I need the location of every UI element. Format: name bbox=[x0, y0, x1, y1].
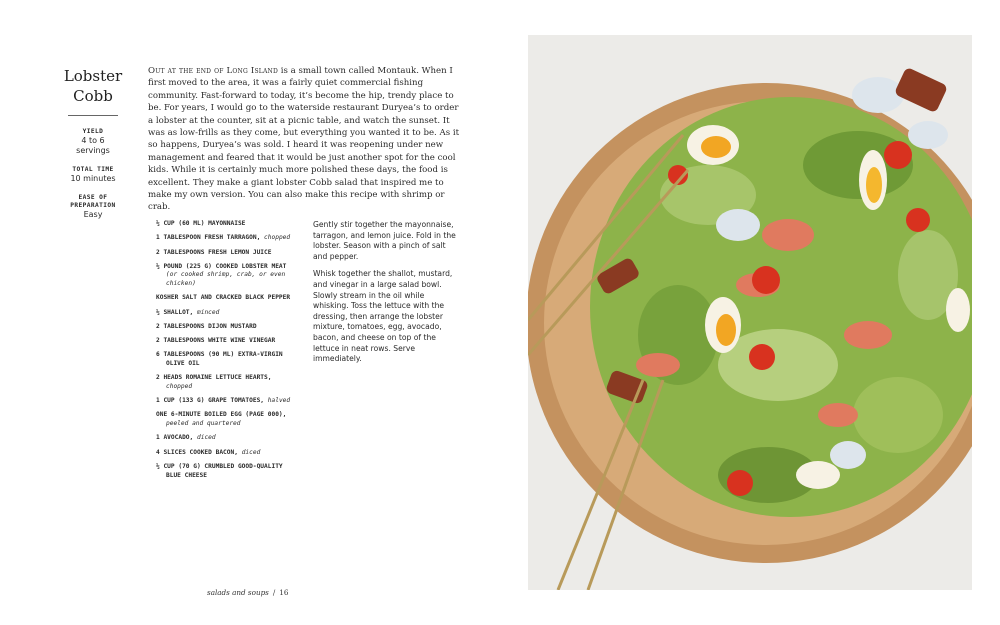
recipe-sidebar bbox=[62, 66, 124, 220]
ease-label-line2: PREPARATION bbox=[70, 202, 116, 209]
title-divider bbox=[68, 115, 118, 116]
recipe-title bbox=[62, 66, 124, 106]
ingredient-item bbox=[156, 323, 296, 332]
ingredient-item bbox=[156, 249, 296, 258]
ingredient-text: 2 HEADS ROMAINE LETTUCE HEARTS, bbox=[156, 374, 272, 382]
footer-separator: / bbox=[272, 588, 276, 597]
ingredient-note: diced bbox=[241, 448, 261, 456]
yield-value-line2: servings bbox=[76, 146, 110, 155]
ingredient-text: ½ CUP (70 G) CRUMBLED GOOD-QUALITY BLUE CHEESE bbox=[156, 462, 283, 479]
ingredient-item bbox=[156, 234, 296, 243]
ingredient-text: KOSHER SALT AND CRACKED BLACK PEPPER bbox=[156, 294, 291, 302]
ingredient-item bbox=[156, 374, 296, 391]
ingredient-item bbox=[156, 263, 296, 289]
method-step-1: Gently stir together the mayonnaise, tarragon, and lemon juice. Fold in the lobster. Season with a pinch of salt and pepper. bbox=[313, 220, 456, 261]
ingredient-item bbox=[156, 397, 296, 406]
ingredient-text: 6 TABLESPOONS (90 ML) EXTRA-VIRGIN OLIVE OIL bbox=[156, 351, 283, 368]
ingredient-text: ½ SHALLOT, bbox=[156, 308, 194, 316]
ingredient-note: halved bbox=[267, 397, 291, 405]
ingredient-item bbox=[156, 434, 296, 443]
ease-block bbox=[62, 194, 124, 220]
recipe-title-line2: Cobb bbox=[73, 87, 113, 105]
ingredient-item bbox=[156, 220, 296, 229]
total-time-label: TOTAL TIME bbox=[72, 166, 114, 173]
section-name: salads and soups bbox=[207, 588, 269, 597]
yield-block bbox=[62, 128, 124, 156]
method bbox=[313, 220, 461, 372]
ingredient-item bbox=[156, 449, 296, 458]
ingredient-note: chopped bbox=[264, 234, 291, 242]
yield-label: YIELD bbox=[82, 128, 104, 135]
recipe-title-line1: Lobster bbox=[63, 67, 123, 85]
ingredient-text: 1 CUP (133 G) GRAPE TOMATOES, bbox=[156, 397, 265, 405]
total-time-value: 10 minutes bbox=[70, 174, 116, 183]
ingredient-item bbox=[156, 351, 296, 368]
ingredient-text: ½ CUP (60 ML) MAYONNAISE bbox=[156, 220, 246, 227]
method-step-2: Whisk together the shallot, mustard, and vinegar in a large salad bowl. Slowly stream in the oil while whisking. Toss the lettuce with the dressing, then arrange the lobster mixture, tomatoes, egg, avocado, bacon, and cheese on top of the lettuce in neat rows. Serve immediately. bbox=[313, 269, 453, 364]
intro-lead: Out at the end of Long Island bbox=[148, 66, 278, 76]
total-time-block bbox=[62, 166, 124, 184]
salad-photo bbox=[528, 35, 972, 590]
ingredient-text: 2 TABLESPOONS FRESH LEMON JUICE bbox=[156, 248, 272, 256]
yield-value-line1: 4 to 6 bbox=[81, 136, 105, 145]
ingredient-text: 1 AVOCADO, bbox=[156, 434, 194, 442]
ingredient-item bbox=[156, 309, 296, 318]
ingredient-text: ½ POUND (225 G) COOKED LOBSTER MEAT bbox=[156, 262, 287, 270]
ingredient-item bbox=[156, 463, 296, 480]
ingredients-list bbox=[156, 220, 296, 486]
ingredient-text: 2 TABLESPOONS DIJON MUSTARD bbox=[156, 322, 257, 330]
ingredient-note: chopped bbox=[166, 382, 193, 390]
ingredient-item bbox=[156, 337, 296, 346]
recipe-intro bbox=[148, 65, 460, 214]
ingredient-text: 2 TABLESPOONS WHITE WINE VINEGAR bbox=[156, 337, 276, 345]
ingredient-item bbox=[156, 411, 296, 428]
ingredient-note: (or cooked shrimp, crab, or even chicken) bbox=[166, 271, 286, 288]
ease-value: Easy bbox=[83, 210, 103, 219]
ingredient-item bbox=[156, 294, 296, 303]
ease-label-line1: EASE OF bbox=[78, 194, 108, 201]
ingredient-text: ONE 6-MINUTE BOILED EGG (PAGE 000), bbox=[156, 411, 287, 419]
ingredient-note: peeled and quartered bbox=[166, 420, 241, 428]
page-footer bbox=[207, 588, 288, 597]
intro-body: is a small town called Montauk. When I first moved to the area, it was a fairly quiet commercial fishing community. Fast-forward to today, it’s become the hip, trendy place to be. For years, I would go to the waterside restaurant Duryea’s to order a lobster at the counter, sit at a picnic table, and watch the sunset. It was as low-frills as they come, but everything you wanted it to be. As it so happens, Duryea’s was sold. I heard it was reopening under new management and feared that it would be just another spot for the cool kids. While it is certainly much more polished these days, the food is excellent. They make a giant lobster Cobb salad that inspired me to make my own version. You can also make this recipe with shrimp or crab. bbox=[148, 66, 460, 213]
ingredient-note: diced bbox=[197, 434, 216, 442]
page-number: 16 bbox=[279, 588, 289, 597]
ingredient-text: 1 TABLESPOON FRESH TARRAGON, bbox=[156, 234, 261, 242]
ingredient-text: 4 SLICES COOKED BACON, bbox=[156, 448, 238, 456]
ingredient-note: minced bbox=[197, 308, 220, 316]
